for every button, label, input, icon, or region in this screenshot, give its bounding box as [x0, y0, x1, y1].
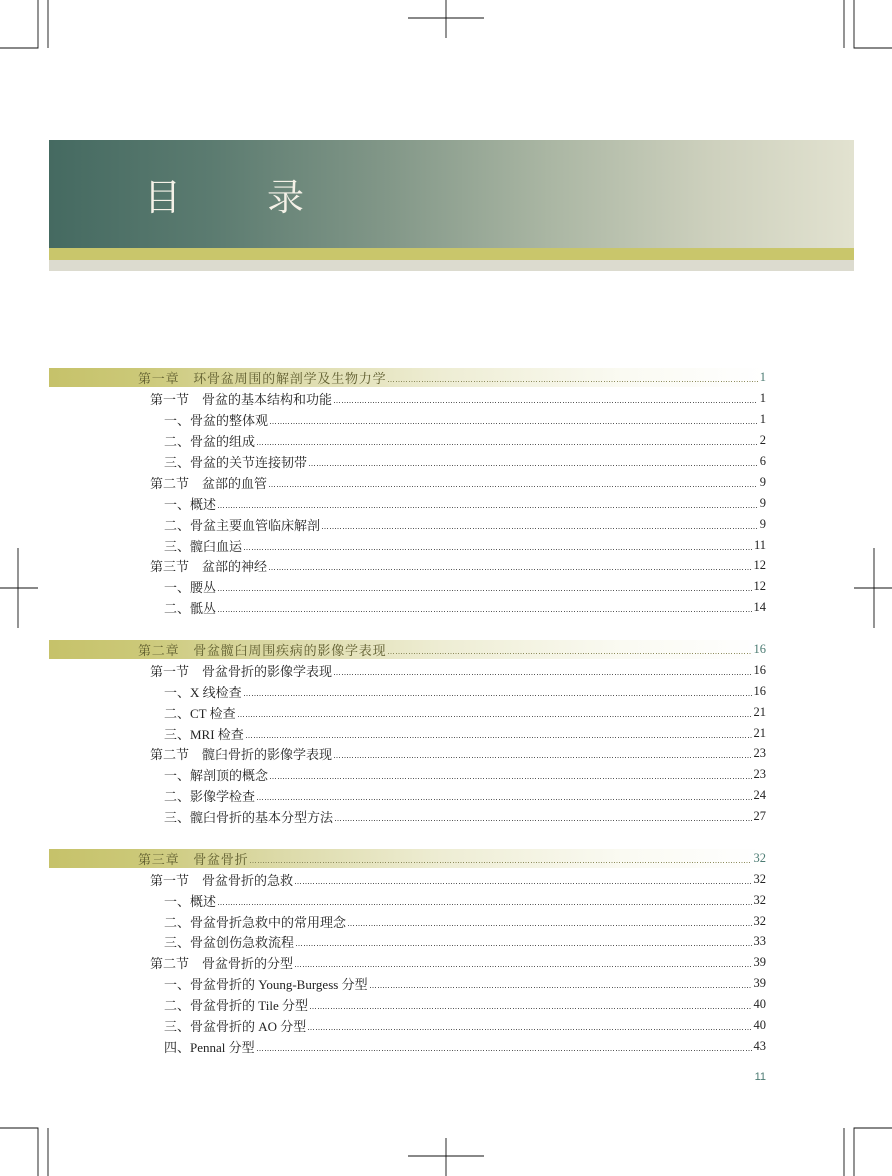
- toc-page-number: 39: [753, 976, 766, 991]
- toc-page-number: 21: [753, 704, 766, 719]
- crop-mark-top-left: [0, 0, 48, 48]
- crop-mark-right-middle: [854, 548, 892, 628]
- toc-item-row: [49, 1036, 766, 1057]
- header-accent-band: [49, 248, 854, 260]
- toc-chapter-row: [49, 639, 766, 660]
- toc-page-number: 6: [759, 454, 766, 468]
- toc-item-title: 二、影像学检查: [164, 789, 256, 805]
- toc-item-title: 一、骨盆骨折的 Young-Burgess 分型: [164, 977, 368, 993]
- toc-item-row: [49, 681, 766, 702]
- dot-leader: [295, 966, 751, 967]
- toc-chapter-title: 第一章 环骨盆周围的解剖学及生物力学: [138, 371, 387, 387]
- toc-section-title: 第二节 盆部的血管: [150, 475, 268, 491]
- dot-leader: [370, 987, 752, 988]
- dot-leader: [334, 402, 758, 403]
- toc-item-row: [49, 409, 766, 430]
- toc-page-number: 32: [753, 850, 766, 865]
- dot-leader: [335, 820, 751, 821]
- dot-leader: [310, 1008, 752, 1009]
- toc-page-number: 32: [753, 871, 766, 886]
- dot-leader: [388, 653, 751, 654]
- toc-item-title: 一、解剖顶的概念: [164, 768, 269, 784]
- toc-page-number: 9: [759, 516, 766, 531]
- toc-item-title: 二、骨盆骨折的 Tile 分型: [164, 998, 308, 1014]
- toc-item-title: 一、腰丛: [164, 580, 217, 596]
- toc-page-number: 16: [753, 642, 766, 657]
- toc-item-title: 三、MRI 检查: [164, 726, 244, 742]
- dot-leader: [244, 549, 752, 550]
- crop-mark-bottom-right: [844, 1128, 892, 1176]
- dot-leader: [218, 611, 751, 612]
- toc-section-row: [49, 660, 766, 681]
- dot-leader: [348, 925, 751, 926]
- crop-mark-top-right: [844, 0, 892, 48]
- toc-page-number: 1: [759, 412, 766, 427]
- dot-leader: [270, 423, 758, 424]
- toc-item-title: 二、CT 检查: [164, 705, 236, 721]
- toc-item-row: [49, 1015, 766, 1036]
- toc-item-title: 一、概述: [164, 893, 217, 909]
- toc-item-title: 二、骨盆骨折急救中的常用理念: [164, 914, 347, 930]
- dot-leader: [257, 444, 758, 445]
- table-of-contents: [49, 368, 766, 1057]
- toc-item-title: 三、髋臼骨折的基本分型方法: [164, 810, 334, 826]
- toc-page-number: 9: [759, 474, 766, 489]
- toc-item-row: [49, 911, 766, 932]
- toc-item-row: [49, 973, 766, 994]
- toc-item-row: [49, 535, 766, 556]
- toc-page-number: 21: [753, 725, 766, 740]
- dot-leader: [269, 569, 751, 570]
- toc-item-row: [49, 785, 766, 806]
- dot-leader: [388, 381, 757, 382]
- toc-item-title: 二、骨盆的组成: [164, 434, 256, 450]
- toc-page-number: 12: [753, 579, 766, 594]
- toc-page-number: 32: [753, 913, 766, 928]
- toc-item-title: 三、髋臼血运: [164, 538, 243, 554]
- toc-item-row: [49, 932, 766, 953]
- toc-page-number: 33: [753, 934, 766, 949]
- dot-leader: [322, 528, 758, 529]
- toc-page-number: 43: [753, 1038, 766, 1053]
- dot-leader: [269, 486, 758, 487]
- dot-leader: [309, 465, 758, 466]
- toc-item-row: [49, 723, 766, 744]
- toc-page-number: 16: [753, 683, 766, 698]
- toc-page-number: 1: [759, 391, 766, 406]
- dot-leader: [257, 1050, 752, 1051]
- toc-section-title: 第一节 骨盆骨折的急救: [150, 872, 294, 888]
- toc-item-title: 三、骨盆的关节连接韧带: [164, 455, 308, 470]
- toc-item-row: [49, 890, 766, 911]
- toc-section-row: [49, 952, 766, 973]
- toc-chapter-title: 第二章 骨盆髋臼周围疾病的影像学表现: [138, 643, 387, 659]
- toc-page-number: 11: [753, 537, 766, 552]
- dot-leader: [218, 507, 758, 508]
- toc-section-title: 第二节 髋臼骨折的影像学表现: [150, 747, 333, 763]
- toc-page-number: 16: [753, 662, 766, 677]
- toc-page-number: 12: [753, 558, 766, 573]
- dot-leader: [295, 883, 751, 884]
- toc-item-title: 二、骶丛: [164, 601, 217, 617]
- toc-item-row: [49, 576, 766, 597]
- toc-section-title: 第三节 盆部的神经: [150, 559, 268, 575]
- toc-item-title: 一、概述: [164, 496, 217, 512]
- toc-item-row: [49, 702, 766, 723]
- page-folio: 11: [754, 1071, 766, 1083]
- dot-leader: [308, 1029, 751, 1030]
- toc-item-title: 一、骨盆的整体观: [164, 413, 269, 429]
- dot-leader: [238, 716, 752, 717]
- toc-section-row: [49, 744, 766, 765]
- toc-item-row: [49, 451, 766, 472]
- toc-page-number: 27: [753, 809, 766, 824]
- toc-section-title: 第一节 骨盆的基本结构和功能: [150, 392, 333, 408]
- toc-chapter-title: 第三章 骨盆骨折: [138, 851, 249, 867]
- toc-chapter-row: [49, 848, 766, 869]
- toc-heading-char-1: 目: [144, 176, 181, 219]
- dot-leader: [334, 674, 751, 675]
- header-gray-band: [49, 260, 854, 271]
- toc-item-title: 三、骨盆创伤急救流程: [164, 935, 295, 951]
- crop-mark-bottom-left: [0, 1128, 48, 1176]
- toc-section-row: [49, 556, 766, 577]
- toc-page-number: 1: [759, 370, 766, 385]
- dot-leader: [218, 904, 751, 905]
- dot-leader: [250, 862, 751, 863]
- toc-section-row: [49, 869, 766, 890]
- dot-leader: [244, 695, 752, 696]
- toc-section-row: [49, 388, 766, 409]
- toc-section-title: 第一节 骨盆骨折的影像学表现: [150, 663, 333, 679]
- chapter-gap: [49, 827, 766, 848]
- toc-page-number: 39: [753, 955, 766, 970]
- toc-item-title: 一、X 线检查: [164, 684, 242, 700]
- dot-leader: [257, 799, 751, 800]
- toc-item-title: 四、Pennal 分型: [164, 1039, 255, 1055]
- toc-section-title: 第二节 骨盆骨折的分型: [150, 956, 294, 972]
- dot-leader: [270, 778, 751, 779]
- toc-page-number: 23: [753, 767, 766, 782]
- dot-leader: [246, 737, 752, 738]
- toc-item-row: [49, 994, 766, 1015]
- toc-page-number: 2: [759, 433, 766, 448]
- dot-leader: [218, 590, 751, 591]
- toc-item-row: [49, 764, 766, 785]
- toc-item-row: [49, 597, 766, 618]
- toc-item-title: 二、骨盆主要血管临床解剖: [164, 517, 321, 533]
- toc-item-row: [49, 493, 766, 514]
- dot-leader: [334, 757, 751, 758]
- crop-mark-left-middle: [0, 548, 38, 628]
- toc-heading-char-2: 录: [267, 176, 304, 219]
- chapter-gap: [49, 618, 766, 639]
- toc-page-number: 9: [759, 495, 766, 510]
- toc-item-row: [49, 514, 766, 535]
- crop-mark-bottom-center: [408, 1138, 484, 1176]
- toc-page-number: 32: [753, 892, 766, 907]
- toc-chapter-row: [49, 368, 766, 389]
- toc-item-row: [49, 430, 766, 451]
- toc-section-row: [49, 472, 766, 493]
- toc-page-number: 14: [753, 600, 766, 615]
- dot-leader: [296, 945, 751, 946]
- toc-page-number: 40: [753, 1018, 766, 1033]
- crop-mark-top-center: [408, 0, 484, 38]
- toc-page-number: 40: [753, 997, 766, 1012]
- toc-item-title: 三、骨盆骨折的 AO 分型: [164, 1019, 307, 1035]
- toc-page-number: 23: [753, 746, 766, 761]
- toc-item-row: [49, 806, 766, 827]
- toc-page-number: 24: [753, 788, 766, 803]
